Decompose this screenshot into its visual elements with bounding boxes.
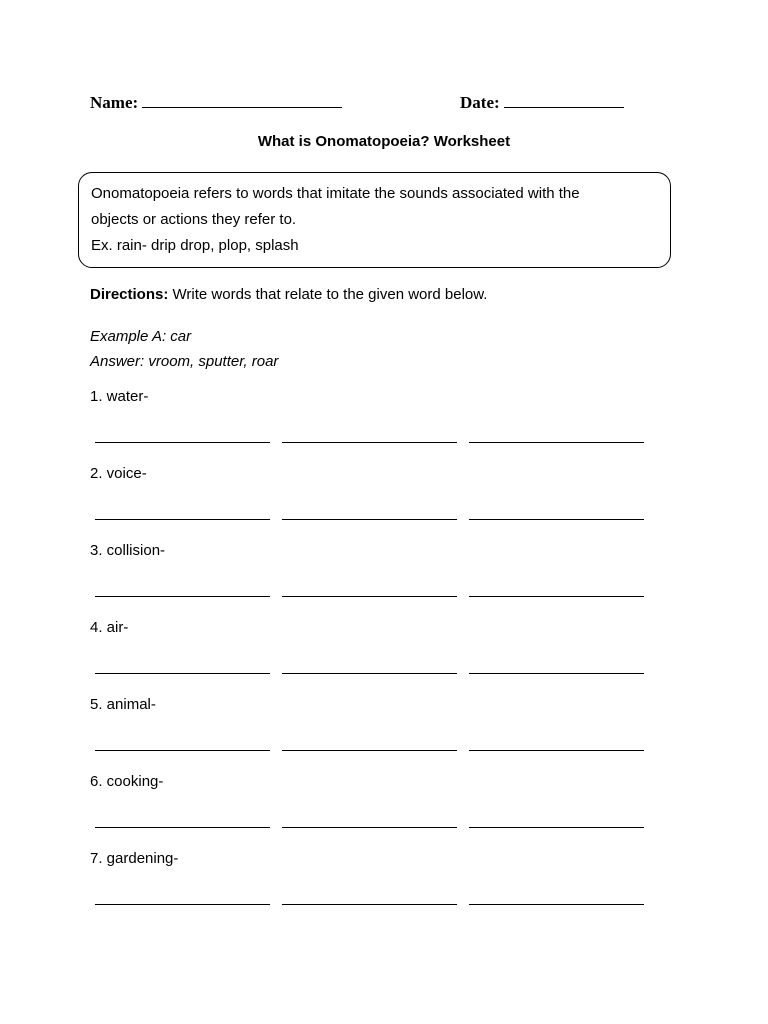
answer-line[interactable] — [282, 519, 457, 520]
question-list — [90, 388, 650, 927]
date-label: Date: — [460, 93, 500, 112]
answer-line[interactable] — [469, 442, 644, 443]
answer-line[interactable] — [469, 596, 644, 597]
example-block — [90, 324, 278, 374]
answer-line[interactable] — [282, 904, 457, 905]
question-label: 7. gardening- — [90, 850, 179, 867]
example-prompt: Example A: car — [90, 328, 192, 345]
example-answer: Answer: vroom, sputter, roar — [90, 353, 279, 370]
answer-line[interactable] — [282, 750, 457, 751]
definition-box — [78, 172, 671, 268]
answer-line[interactable] — [469, 827, 644, 828]
question-label: 4. air- — [90, 619, 129, 636]
answer-line[interactable] — [282, 596, 457, 597]
answer-line[interactable] — [95, 596, 270, 597]
answer-line[interactable] — [95, 904, 270, 905]
question-item — [90, 696, 650, 773]
date-input-line[interactable] — [504, 92, 624, 108]
answer-line[interactable] — [95, 827, 270, 828]
question-label: 1. water- — [90, 388, 149, 405]
date-field — [460, 92, 624, 113]
definition-example: Ex. rain- drip drop, plop, splash — [91, 237, 299, 254]
answer-line[interactable] — [282, 442, 457, 443]
definition-line-2: objects or actions they refer to. — [91, 211, 297, 228]
question-label: 6. cooking- — [90, 773, 164, 790]
name-field — [90, 92, 342, 113]
answer-line[interactable] — [95, 673, 270, 674]
worksheet-title: What is Onomatopoeia? Worksheet — [257, 133, 511, 150]
answer-line[interactable] — [95, 519, 270, 520]
answer-line[interactable] — [282, 827, 457, 828]
answer-line[interactable] — [469, 904, 644, 905]
question-label: 3. collision- — [90, 542, 166, 559]
answer-line[interactable] — [469, 673, 644, 674]
directions-text: Write words that relate to the given word below. — [168, 286, 488, 303]
name-label: Name: — [90, 93, 139, 112]
answer-line[interactable] — [469, 519, 644, 520]
question-item — [90, 388, 650, 465]
directions-label: Directions: — [90, 286, 169, 303]
answer-line[interactable] — [95, 442, 270, 443]
question-item — [90, 773, 650, 850]
answer-line[interactable] — [282, 673, 457, 674]
directions — [90, 286, 487, 303]
question-item — [90, 465, 650, 542]
question-label: 5. animal- — [90, 696, 156, 713]
question-label: 2. voice- — [90, 465, 147, 482]
header-row — [90, 92, 650, 116]
question-item — [90, 850, 650, 927]
definition-line-1: Onomatopoeia refers to words that imitate the sounds associated with the — [91, 185, 580, 202]
answer-line[interactable] — [95, 750, 270, 751]
answer-line[interactable] — [469, 750, 644, 751]
name-input-line[interactable] — [142, 92, 342, 108]
question-item — [90, 542, 650, 619]
question-item — [90, 619, 650, 696]
